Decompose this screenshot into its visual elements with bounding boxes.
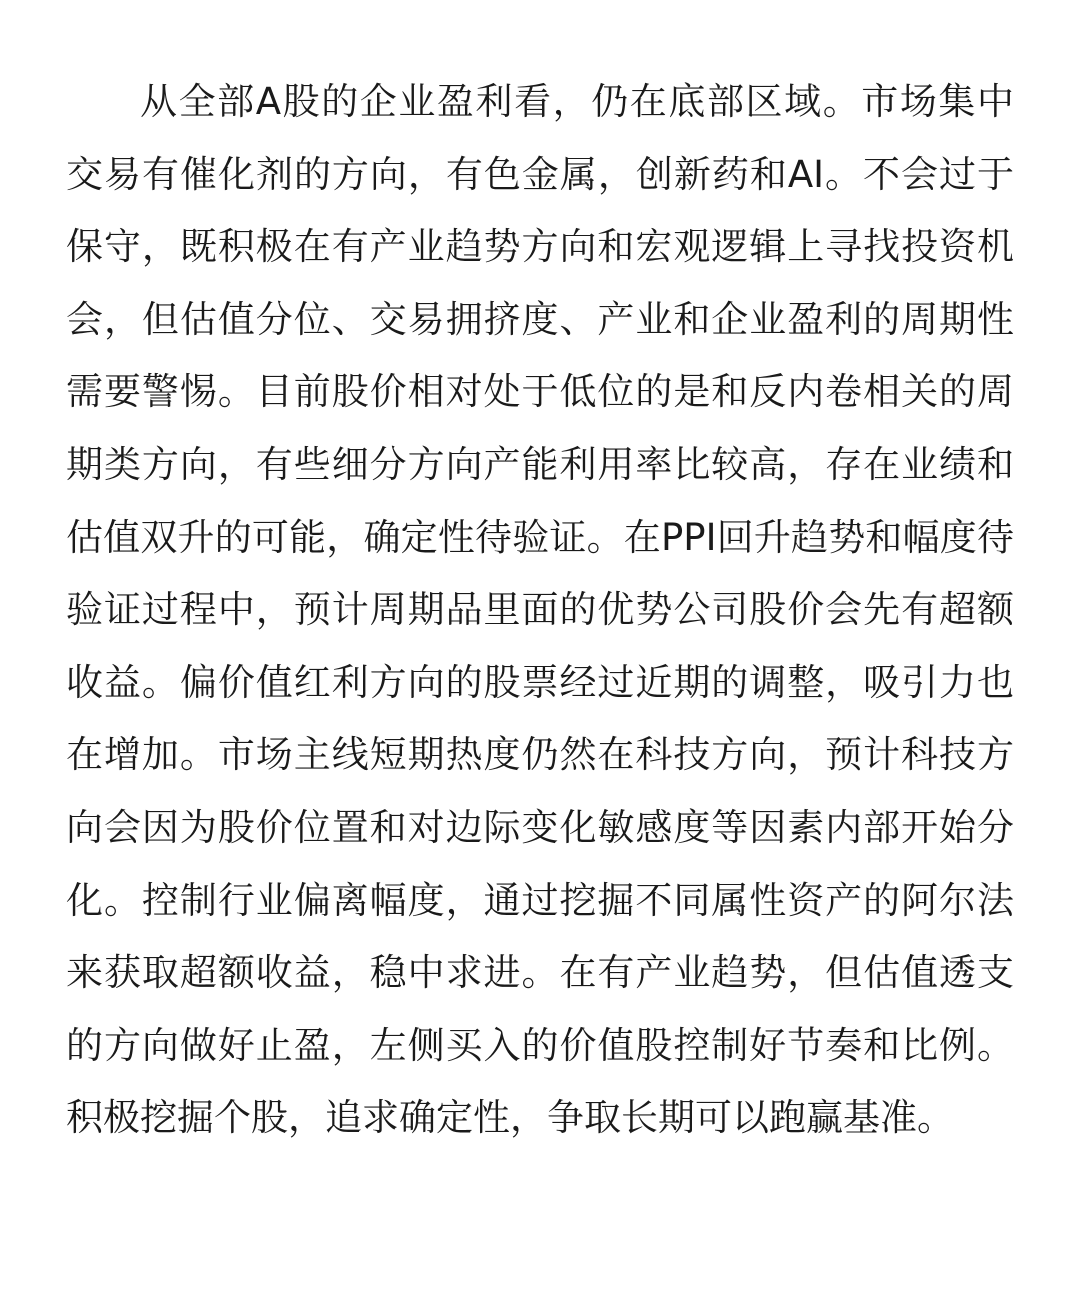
article-paragraph: 从全部A股的企业盈利看，仍在底部区域。市场集中交易有催化剂的方向，有色金属，创新药和AI。不会过于保守，既积极在有产业趋势方向和宏观逻辑上寻找投资机会，但估值分位、交易拥挤度、产业和企业盈利的周期性需要警惕。目前股价相对处于低位的是和反内卷相关的周期类方向，有些细分方向产能利用率比较高，存在业绩和估值双升的可能，确定性待验证。在PPI回升趋势和幅度待验证过程中，预计周期品里面的优势公司股价会先有超额收益。偏价值红利方向的股票经过近期的调整，吸引力也在增加。市场主线短期热度仍然在科技方向，预计科技方向会因为股价位置和对边际变化敏感度等因素内部开始分化。控制行业偏离幅度，通过挖掘不同属性资产的阿尔法来获取超额收益，稳中求进。在有产业趋势，但估值透支的方向做好止盈，左侧买入的价值股控制好节奏和比例。积极挖掘个股，追求确定性，争取长期可以跑赢基准。 <box>66 80 1014 1140</box>
article-body <box>66 66 1014 1155</box>
